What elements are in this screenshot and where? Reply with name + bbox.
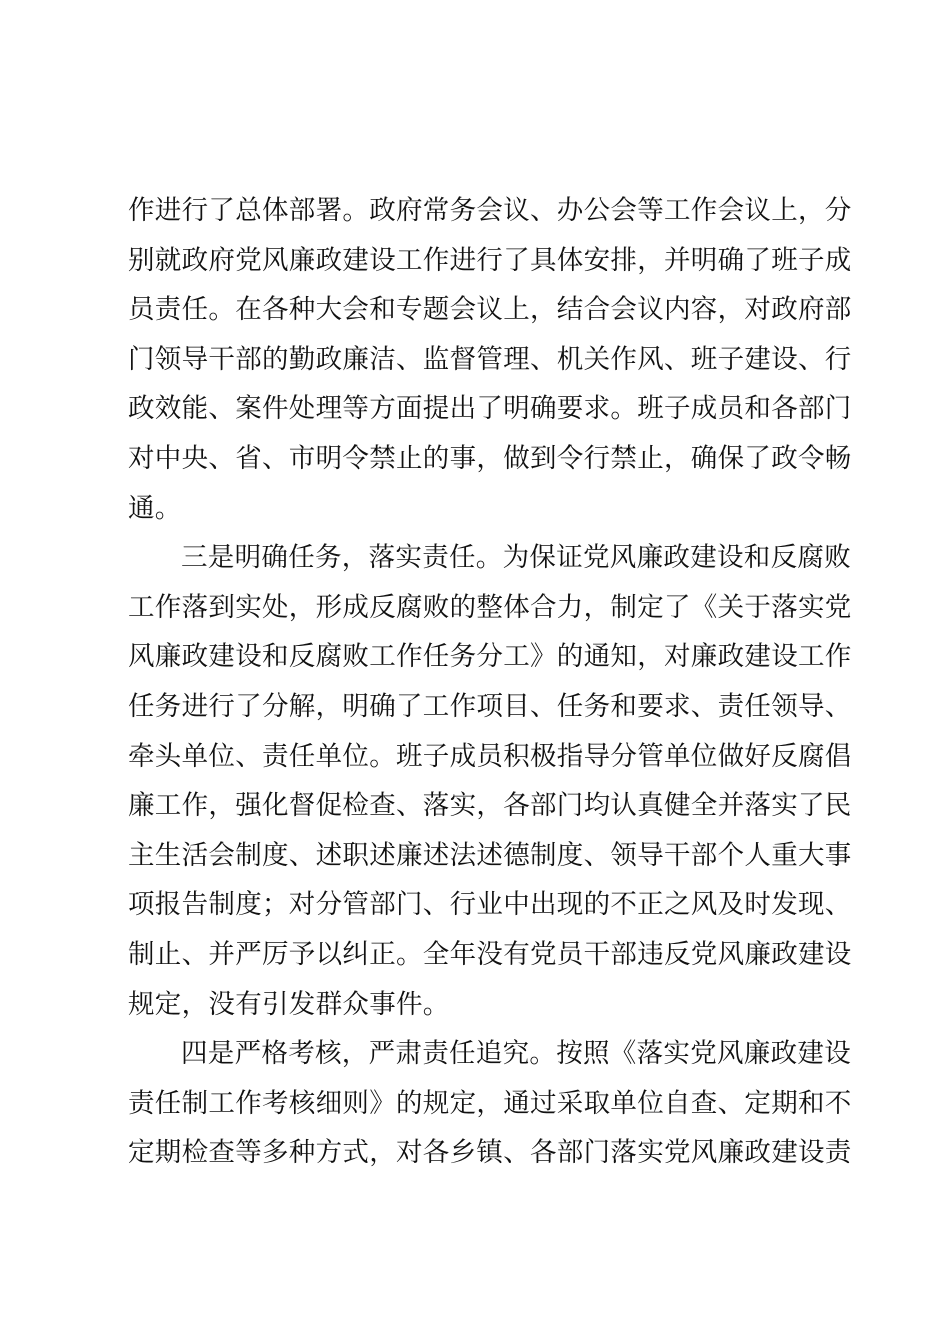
paragraph-line: 对中央、省、市明令禁止的事，做到令行禁止，确保了政令畅 (128, 442, 852, 474)
paragraph-line: 政效能、案件处理等方面提出了明确要求。班子成员和各部门 (128, 393, 852, 425)
paragraph-line: 工作落到实处，形成反腐败的整体合力，制定了《关于落实党 (128, 591, 852, 623)
paragraph-line: 主生活会制度、述职述廉述法述德制度、领导干部个人重大事 (128, 839, 852, 871)
paragraph-line: 规定，没有引发群众事件。 (128, 988, 450, 1020)
paragraph-line: 三是明确任务，落实责任。为保证党风廉政建设和反腐败 (181, 542, 851, 574)
paragraph-line: 项报告制度；对分管部门、行业中出现的不正之风及时发现、 (128, 889, 852, 921)
paragraph-line: 风廉政建设和反腐败工作任务分工》的通知，对廉政建设工作 (128, 641, 852, 673)
paragraph-line: 别就政府党风廉政建设工作进行了具体安排，并明确了班子成 (128, 244, 852, 276)
paragraph-line: 通。 (128, 492, 182, 524)
paragraph-line: 门领导干部的勤政廉洁、监督管理、机关作风、班子建设、行 (128, 343, 852, 375)
paragraph-line: 员责任。在各种大会和专题会议上，结合会议内容，对政府部 (128, 294, 852, 326)
paragraph-line: 任务进行了分解，明确了工作项目、任务和要求、责任领导、 (128, 690, 852, 722)
paragraph-line: 责任制工作考核细则》的规定，通过采取单位自查、定期和不 (128, 1087, 852, 1119)
paragraph-line: 廉工作，强化督促检查、落实，各部门均认真健全并落实了民 (128, 790, 852, 822)
paragraph-line: 作进行了总体部署。政府常务会议、办公会等工作会议上，分 (128, 195, 852, 226)
document-body (128, 186, 852, 1178)
paragraph-line: 制止、并严厉予以纠正。全年没有党员干部违反党风廉政建设 (128, 938, 852, 970)
paragraph-line: 牵头单位、责任单位。班子成员积极指导分管单位做好反腐倡 (128, 740, 852, 772)
paragraph-line: 四是严格考核，严肃责任追究。按照《落实党风廉政建设 (181, 1038, 851, 1070)
paragraph-line: 定期检查等多种方式，对各乡镇、各部门落实党风廉政建设责 (128, 1137, 852, 1169)
